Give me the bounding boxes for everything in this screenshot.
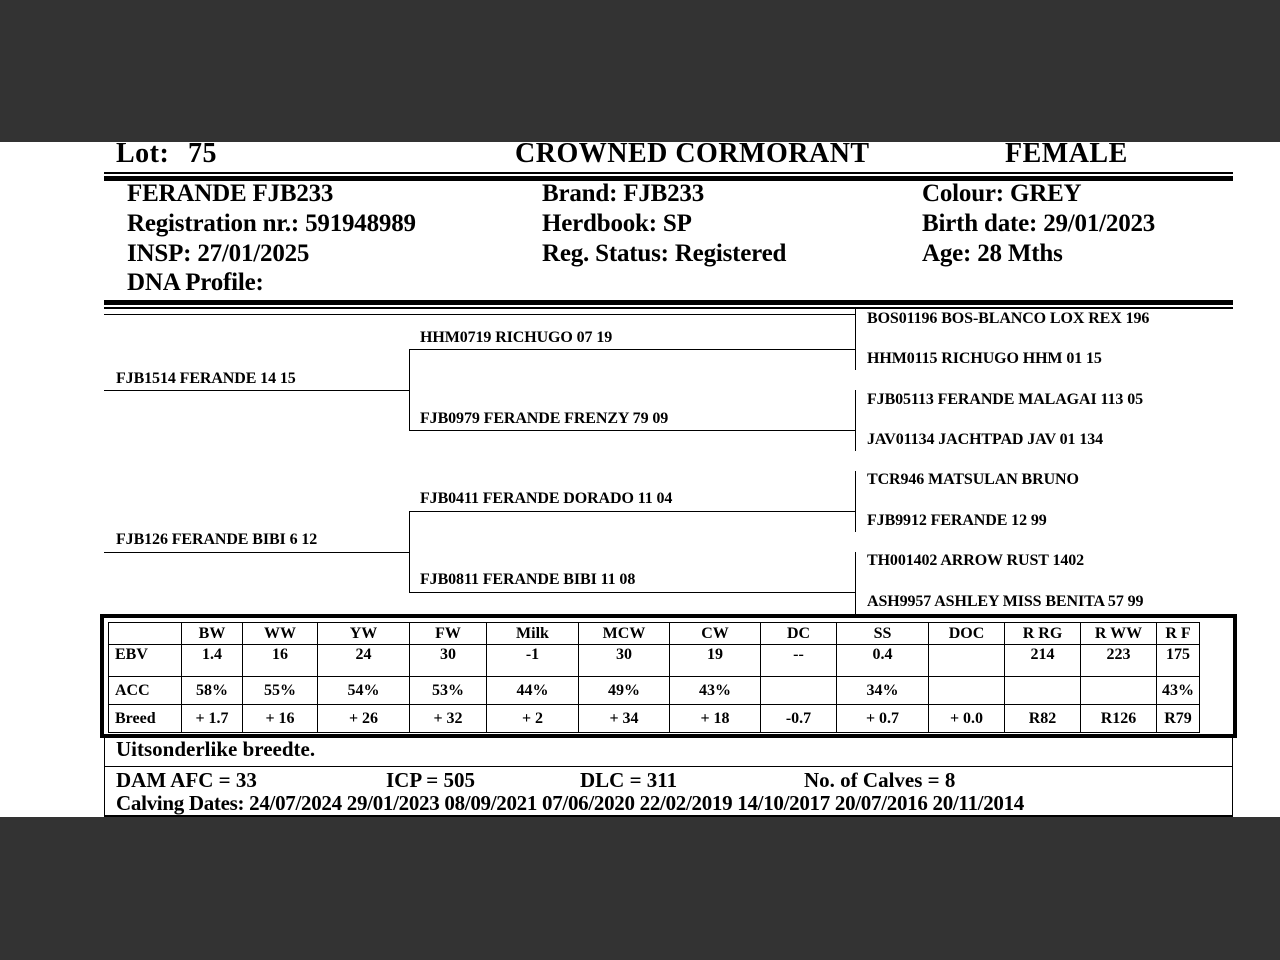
table-cell: -- xyxy=(761,645,837,677)
pedigree-top-line xyxy=(104,314,855,315)
breed-row xyxy=(109,705,1200,733)
herdbook: Herdbook: SP xyxy=(542,210,692,237)
ggp-name: JAV01134 JACHTPAD JAV 01 134 xyxy=(867,431,1104,448)
row-label: ACC xyxy=(109,677,182,705)
brand: Brand: FJB233 xyxy=(542,180,704,207)
table-cell: 175 xyxy=(1157,645,1200,677)
table-cell xyxy=(929,677,1005,705)
table-cell: 49% xyxy=(579,677,670,705)
lot-number: 75 xyxy=(188,142,217,169)
table-cell: 214 xyxy=(1005,645,1081,677)
dam-dam-name: FJB0811 FERANDE BIBI 11 08 xyxy=(420,571,636,588)
info-rule-thin xyxy=(104,307,1233,309)
table-cell: 0.4 xyxy=(837,645,929,677)
sex-label: FEMALE xyxy=(1005,142,1128,169)
dam-name: FJB126 FERANDE BIBI 6 12 xyxy=(116,531,318,548)
table-cell xyxy=(761,677,837,705)
table-cell: 19 xyxy=(670,645,761,677)
remark-box xyxy=(104,738,1233,767)
ggp-name: BOS01196 BOS-BLANCO LOX REX 196 xyxy=(867,310,1150,327)
registration-number: Registration nr.: 591948989 xyxy=(127,210,416,237)
table-cell: + 16 xyxy=(243,705,318,733)
dam-sire-name: FJB0411 FERANDE DORADO 11 04 xyxy=(420,490,673,507)
sire-bracket xyxy=(409,349,410,430)
table-cell xyxy=(1005,677,1081,705)
table-cell: 53% xyxy=(410,677,487,705)
ebv-header-row xyxy=(109,623,1200,645)
table-cell: 16 xyxy=(243,645,318,677)
sire-dam-line xyxy=(409,430,855,431)
table-cell: 1.4 xyxy=(182,645,243,677)
header-rule-thin xyxy=(104,172,1233,174)
sire-name: FJB1514 FERANDE 14 15 xyxy=(116,370,296,387)
table-cell: 24 xyxy=(318,645,410,677)
sire-line xyxy=(104,390,409,391)
ggp-name: TCR946 MATSULAN BRUNO xyxy=(867,471,1079,488)
age: Age: 28 Mths xyxy=(922,240,1063,267)
table-cell: + 18 xyxy=(670,705,761,733)
column-header: FW xyxy=(410,623,487,645)
ggp-bracket-3 xyxy=(855,471,856,532)
remark-text: Uitsonderlike breedte. xyxy=(116,737,316,761)
column-header: DC xyxy=(761,623,837,645)
table-cell: + 34 xyxy=(579,705,670,733)
animal-id: FERANDE FJB233 xyxy=(127,180,334,207)
info-rule-thick xyxy=(104,300,1233,305)
ggp-name: TH001402 ARROW RUST 1402 xyxy=(867,552,1085,569)
table-cell: 55% xyxy=(243,677,318,705)
table-cell: 44% xyxy=(487,677,579,705)
dam-line xyxy=(104,552,409,553)
table-cell: + 32 xyxy=(410,705,487,733)
column-header: YW xyxy=(318,623,410,645)
acc-row xyxy=(109,677,1200,705)
column-header xyxy=(109,623,182,645)
column-header: SS xyxy=(837,623,929,645)
ebv-table-frame xyxy=(100,614,1237,738)
inspection-date: INSP: 27/01/2025 xyxy=(127,240,310,267)
animal-name: CROWNED CORMORANT xyxy=(515,142,870,169)
table-cell: 34% xyxy=(837,677,929,705)
lot-label: Lot: xyxy=(116,142,170,169)
table-cell: 54% xyxy=(318,677,410,705)
dam-afc: DAM AFC = 33 xyxy=(116,768,257,792)
ebv-row xyxy=(109,645,1200,677)
column-header: CW xyxy=(670,623,761,645)
table-cell: 58% xyxy=(182,677,243,705)
column-header: MCW xyxy=(579,623,670,645)
table-cell: R79 xyxy=(1157,705,1200,733)
ggp-bracket-2 xyxy=(855,390,856,451)
ebv-table xyxy=(108,622,1200,733)
lot-sheet xyxy=(0,142,1280,817)
table-cell: 223 xyxy=(1081,645,1157,677)
table-cell: 43% xyxy=(1157,677,1200,705)
column-header: Milk xyxy=(487,623,579,645)
table-cell: + 0.7 xyxy=(837,705,929,733)
dam-dam-line xyxy=(409,592,855,593)
table-cell: + 26 xyxy=(318,705,410,733)
sire-sire-name: HHM0719 RICHUGO 07 19 xyxy=(420,329,613,346)
ggp-name: ASH9957 ASHLEY MISS BENITA 57 99 xyxy=(867,593,1144,610)
number-of-calves: No. of Calves = 8 xyxy=(804,768,956,792)
sire-sire-line xyxy=(409,349,855,350)
column-header: DOC xyxy=(929,623,1005,645)
table-cell: -1 xyxy=(487,645,579,677)
ggp-name: FJB9912 FERANDE 12 99 xyxy=(867,512,1047,529)
table-cell: -0.7 xyxy=(761,705,837,733)
table-cell: R126 xyxy=(1081,705,1157,733)
calving-dates: Calving Dates: 24/07/2024 29/01/2023 08/09/2021 07/06/2020 22/02/2019 14/10/2017 20/07/2016 20/11/2014 xyxy=(116,791,1025,815)
dna-profile: DNA Profile: xyxy=(127,269,264,296)
column-header: BW xyxy=(182,623,243,645)
column-header: R F xyxy=(1157,623,1200,645)
ggp-name: FJB05113 FERANDE MALAGAI 113 05 xyxy=(867,391,1144,408)
table-cell: 30 xyxy=(410,645,487,677)
dlc: DLC = 311 xyxy=(580,768,678,792)
table-cell: + 1.7 xyxy=(182,705,243,733)
row-label: EBV xyxy=(109,645,182,677)
table-cell xyxy=(1081,677,1157,705)
sire-dam-name: FJB0979 FERANDE FRENZY 79 09 xyxy=(420,410,669,427)
ggp-name: HHM0115 RICHUGO HHM 01 15 xyxy=(867,350,1102,367)
table-cell xyxy=(929,645,1005,677)
registration-status: Reg. Status: Registered xyxy=(542,240,787,267)
dam-stats-box xyxy=(104,767,1233,817)
birth-date: Birth date: 29/01/2023 xyxy=(922,210,1156,237)
column-header: WW xyxy=(243,623,318,645)
row-label: Breed xyxy=(109,705,182,733)
dam-sire-line xyxy=(409,511,855,512)
column-header: R RG xyxy=(1005,623,1081,645)
table-cell: + 2 xyxy=(487,705,579,733)
colour: Colour: GREY xyxy=(922,180,1082,207)
table-cell: 43% xyxy=(670,677,761,705)
ggp-bracket-1 xyxy=(855,309,856,370)
table-cell: 30 xyxy=(579,645,670,677)
table-cell: R82 xyxy=(1005,705,1081,733)
icp: ICP = 505 xyxy=(386,768,475,792)
dam-bracket xyxy=(409,511,410,592)
table-cell: + 0.0 xyxy=(929,705,1005,733)
ggp-bracket-4 xyxy=(855,552,856,614)
column-header: R WW xyxy=(1081,623,1157,645)
